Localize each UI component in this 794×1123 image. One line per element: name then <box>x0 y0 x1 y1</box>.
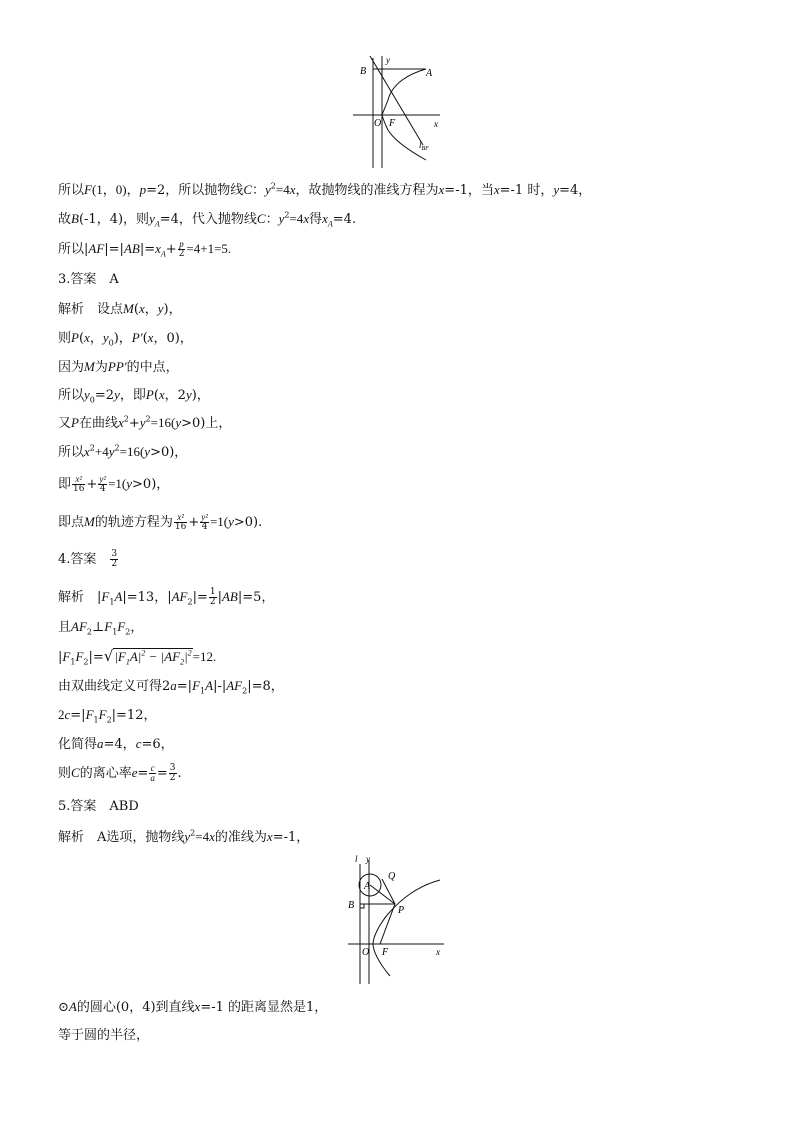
line-12: 即点M的轨迹方程为 $\frac{\text{x²}}{16}$ + $\frac{\text{y²}}{4}$ =1(y>0). <box>58 512 263 532</box>
line-3: 所以$|AF|=|AB|=x_A+$ $\frac{p}{2}$ =4+1=5. <box>58 239 232 259</box>
label-O: O <box>374 118 382 129</box>
line-5: 解析 设点M(x，y)， <box>58 301 182 317</box>
answer-3: 3.答案 A <box>58 272 119 287</box>
answer-5: 5.答案 ABD <box>58 799 139 814</box>
fraction-x2-16: $\frac{\text{x²}}{16}$ <box>73 474 85 494</box>
label-y: y <box>386 55 390 65</box>
line-1: 所以F(1，0)，p=2，所以抛物线C：$y^2=4x$，故抛物线的准线方程为x=-1，当x=-1 时，y=4， <box>58 181 592 198</box>
line-22: 解析 A选项，抛物线$y^2=4x$的准线为x=-1， <box>58 828 310 845</box>
fraction-3-2: $\frac{3}{2}$ <box>169 763 176 783</box>
label-l: l <box>355 854 358 864</box>
line-q-p <box>382 879 395 904</box>
line-20: 则C的离心率e= $\frac{c}{a}$ = $\frac{3}{2}$ . <box>58 763 182 783</box>
label-A: A <box>364 881 371 892</box>
fraction-x2-16: $\frac{\text{x²}}{16}$ <box>174 512 187 532</box>
label-B: B <box>348 900 355 911</box>
right-angle-mark <box>360 904 364 908</box>
line-6: 则P(x，$y_0$)，P′(x，0)， <box>58 330 193 348</box>
line-8: 所以$y_0=2y$，即P(x，2y)， <box>58 387 210 405</box>
line-7: 因为M为PP′的中点， <box>58 359 179 375</box>
answer-4: 4.答案 $\frac{3}{2}$ <box>58 549 118 569</box>
fraction-y2-4: $\frac{\text{y²}}{4}$ <box>201 512 208 532</box>
label-l: $l_{BF}$ <box>419 140 429 152</box>
label-F: F <box>389 118 396 129</box>
fraction-1-2: $\frac{1}{2}$ <box>209 587 216 607</box>
line-14: 解析 $|F_1A|=13$，$|AF_2|=$ $\frac{1}{2}$ |AB|=5， <box>58 587 275 607</box>
line-23: ⊙A的圆心(0，4)到直线x=-1 的距离显然是1， <box>58 999 328 1015</box>
label-Q: Q <box>388 871 396 882</box>
line-18: $2c=|F_1F_2|=12$， <box>58 707 157 725</box>
line-24: 等于圆的半径， <box>58 1028 150 1043</box>
label-F: F <box>382 947 389 958</box>
figure-parabola-circle <box>340 852 450 986</box>
fraction-p-2: $\frac{p}{2}$ <box>178 239 185 259</box>
line-a-p <box>370 885 395 904</box>
label-B: B <box>360 66 367 77</box>
line-16: $|F_1F_2|=√|F_1A|^2 - |AF_2|^2=12$. <box>58 647 217 667</box>
label-x: x <box>434 119 438 129</box>
label-A: A <box>426 68 433 79</box>
fraction-y2-4: $\frac{\text{y²}}{4}$ <box>99 474 107 494</box>
sqrt-radicand: $|F_1A|^2 - |AF_2|^2$ <box>114 648 192 667</box>
line-2: 故B(-1，4)，则$y_A=4$，代入抛物线C：$y^2=4x$得$x_A=4$. <box>58 210 357 229</box>
label-P: P <box>398 905 405 916</box>
line-10: 所以$x^2+4y^2=16(y>0)$， <box>58 443 188 460</box>
figure-parabola-1 <box>348 50 448 170</box>
fraction-c-a: $\frac{c}{a}$ <box>150 763 155 783</box>
label-O: O <box>362 947 370 958</box>
line-11: 即 $\frac{\text{x²}}{16}$ + $\frac{\text{y²}}{4}$ =1(y>0)， <box>58 474 170 494</box>
line-p-f <box>380 904 395 944</box>
sqrt-sign: √ <box>103 647 114 665</box>
fraction-3-2: $\frac{3}{2}$ <box>111 549 118 569</box>
line-17: 由双曲线定义可得$2a=|F_1A|-|AF_2|=8$， <box>58 678 284 696</box>
line-19: 化简得a=4，c=6， <box>58 736 174 752</box>
line-9: 又P在曲线$x^2+y^2=16(y>0)$上， <box>58 414 232 431</box>
label-x: x <box>436 947 440 957</box>
line-15: 且$AF_2\perp F_1F_2$， <box>58 619 144 637</box>
label-y: y <box>366 854 370 864</box>
